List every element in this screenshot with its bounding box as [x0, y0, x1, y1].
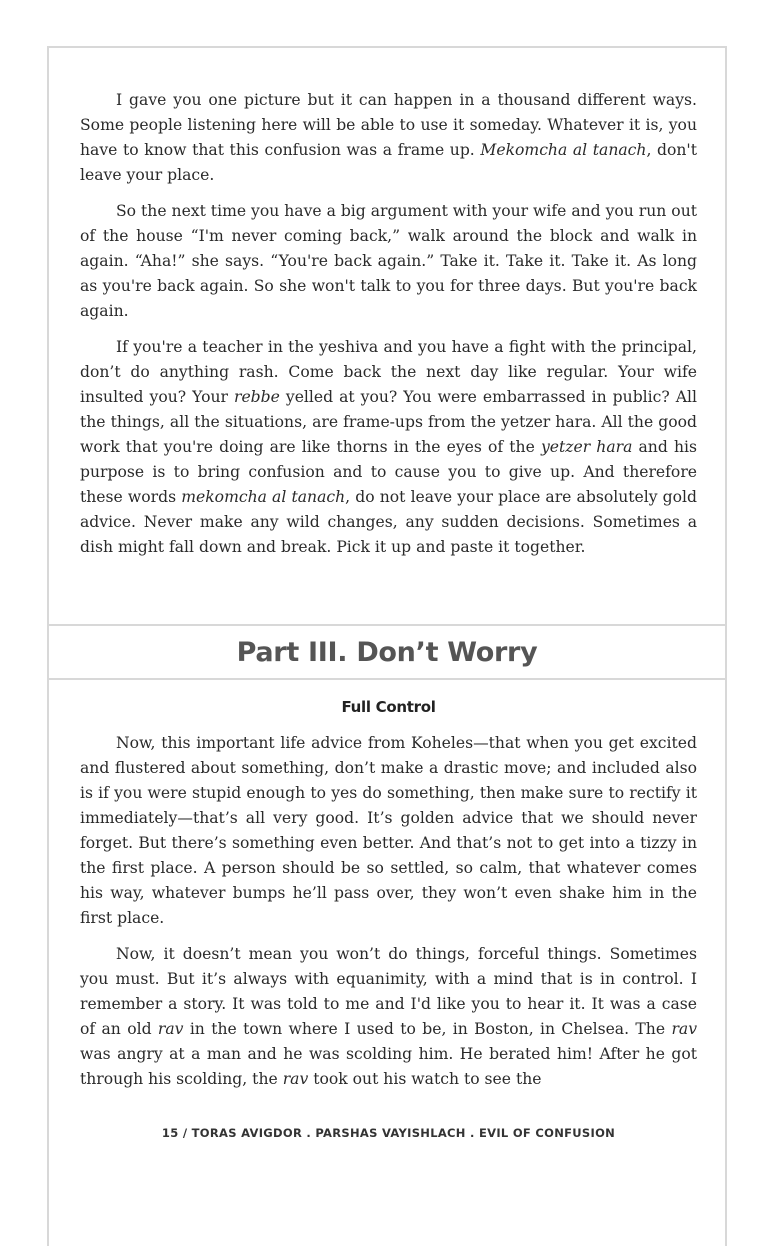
subheading: Full Control [341, 698, 436, 716]
italic-term: rav [157, 1020, 184, 1038]
paragraph-2: So the next time you have a big argument with your wife and you run out of the house “I'm never coming back,” walk around the block and walk in again. “Aha!” she says. “You're back again.” Take it. Take it. Take it. As long as you're back again. So she won't talk to you for three days. But you're back again. [80, 202, 698, 320]
section-title: Part III. Don’t Worry [236, 636, 538, 668]
section-header-band [47, 624, 727, 680]
bottom-text-block [80, 731, 697, 1103]
paragraph-3: If you're a teacher in the yeshiva and you have a fight with the principal, don’t do anything rash. Come back the next day like regular. Your wife insulted you? Your rebbe yelled at you? You were embarrassed in public? All the things, all the situations, are frame-ups from the yetzer hara. All the good work that you're doing are like thorns in the eyes of the yetzer hara and his purpose is to bring confusion and to cause you to give up. And therefore these words mekomcha al tanach, do not leave your place are absolutely gold advice. Never make any wild changes, any sudden decisions. Sometimes a dish might fall down and break. Pick it up and paste it together. [80, 338, 698, 556]
italic-term: rav [671, 1020, 697, 1038]
italic-term: yetzer hara [540, 438, 633, 456]
paragraph-5: Now, it doesn’t mean you won’t do things, forceful things. Sometimes you must. But it’s always with equanimity, with a mind that is in control. I remember a story. It was told to me and I'd like you to hear it. It was a case of an old rav in the town where I used to be, in Boston, in Chelsea. The rav was angry at a man and he was scolding him. He berated him! After he got through his scolding, the rav took out his watch to see the [80, 945, 697, 1088]
italic-term: rav [282, 1070, 309, 1088]
italic-term: Mekomcha al tanach [480, 141, 647, 159]
paragraph-1: I gave you one picture but it can happen in a thousand different ways. Some people listening here will be able to use it someday. Whatever it is, you have to know that this confusion was a frame up. Mekomcha al tanach, don't leave your place. [80, 91, 697, 184]
top-text-block [80, 88, 697, 571]
page-footer: 15 / TORAS AVIGDOR . PARSHAS VAYISHLACH . EVIL OF CONFUSION [161, 1126, 616, 1140]
italic-term: rebbe [233, 388, 280, 406]
paragraph-4: Now, this important life advice from Koheles—that when you get excited and flustered about something, don’t make a drastic move; and included also is if you were stupid enough to yes do something, then make sure to rectify it immediately—that’s all very good. It’s golden advice that we should never forget. But there’s something even better. And that’s not to get into a tizzy in the first place. A person should be so settled, so calm, that whatever comes his way, whatever bumps he’ll pass over, they won’t even shake him in the first place. [80, 734, 697, 927]
italic-term: mekomcha al tanach [181, 488, 346, 506]
